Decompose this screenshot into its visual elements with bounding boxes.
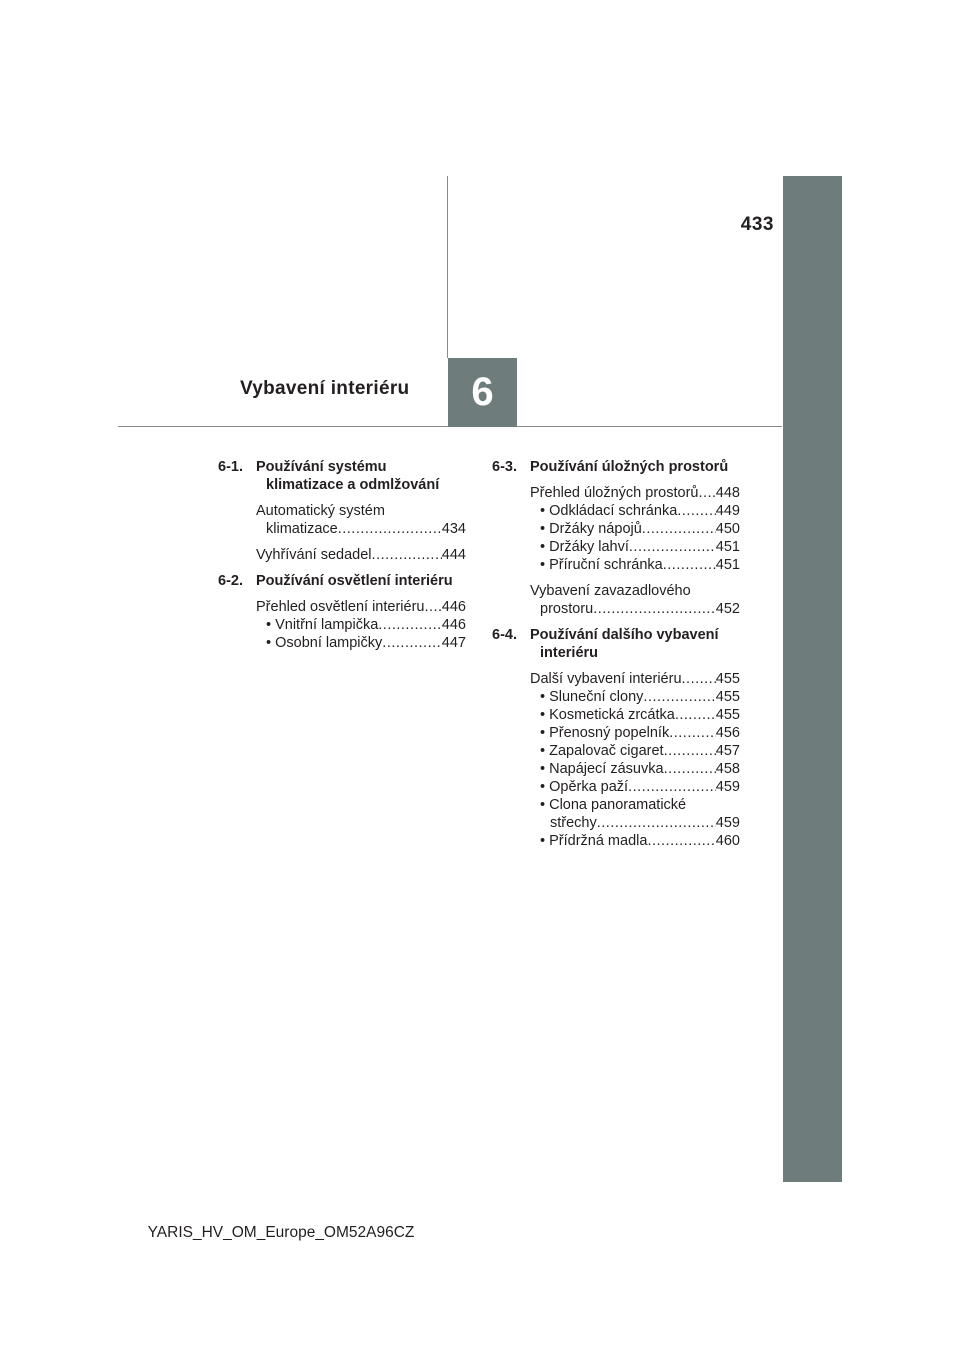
toc-section xyxy=(218,458,466,564)
chapter-number-box: 6 xyxy=(448,358,517,427)
section-number: 6-2. xyxy=(218,573,243,589)
entry-label: • Držáky lahví xyxy=(540,539,629,555)
toc-entry[interactable] xyxy=(540,832,740,850)
dot-leader xyxy=(628,778,716,796)
entry-label: • Napájecí zásuvka xyxy=(540,761,664,777)
entry-label: • Osobní lampičky xyxy=(266,635,383,651)
toc-entry[interactable] xyxy=(530,582,740,618)
entry-page-number: 452 xyxy=(715,601,740,617)
entry-page-number: 444 xyxy=(441,547,466,563)
entry-label: • Sluneční clony xyxy=(540,689,644,705)
entry-label: • Kosmetická zrcátka xyxy=(540,707,675,723)
dot-leader xyxy=(378,616,442,634)
toc-entry[interactable] xyxy=(266,616,466,634)
entry-label: Přehled osvětlení interiéru xyxy=(256,599,425,615)
entry-label: • Zapalovač cigaret xyxy=(540,743,664,759)
entry-page-number: 446 xyxy=(441,599,466,615)
footer xyxy=(0,1224,960,1242)
dot-leader xyxy=(647,832,715,850)
side-tab xyxy=(783,176,842,1182)
entry-page-number: 447 xyxy=(441,635,466,651)
entry-page-number: 459 xyxy=(715,779,740,795)
section-title: Používání dalšího vybavení interiéru xyxy=(530,627,719,661)
toc-entry[interactable] xyxy=(540,706,740,724)
toc-entry[interactable] xyxy=(540,538,740,556)
entry-label: prostoru xyxy=(540,601,594,617)
entry-page-number: 459 xyxy=(715,815,740,831)
entry-page-number: 434 xyxy=(441,521,466,537)
toc-entry[interactable] xyxy=(540,688,740,706)
toc-entry[interactable] xyxy=(540,760,740,778)
entry-label: Další vybavení interiéru xyxy=(530,671,682,687)
entry-label: • Příruční schránka xyxy=(540,557,663,573)
toc-entry[interactable] xyxy=(540,556,740,574)
section-number: 6-1. xyxy=(218,459,243,475)
dot-leader xyxy=(669,724,716,742)
entry-label: Přehled úložných prostorů xyxy=(530,485,699,501)
entry-page-number: 456 xyxy=(715,725,740,741)
toc-entry[interactable] xyxy=(540,520,740,538)
entry-label-first-line: Vybavení zavazadlového xyxy=(530,583,691,599)
toc-entry[interactable] xyxy=(540,778,740,796)
section-number: 6-3. xyxy=(492,459,517,475)
entry-page-number: 455 xyxy=(715,689,740,705)
vertical-divider xyxy=(447,176,448,358)
entry-page-number: 451 xyxy=(715,557,740,573)
entry-page-number: 460 xyxy=(715,833,740,849)
entry-page-number: 455 xyxy=(715,707,740,723)
toc-entry[interactable] xyxy=(540,502,740,520)
section-title: Používání osvětlení interiéru xyxy=(256,573,453,589)
page-number: 433 xyxy=(740,214,774,235)
toc-section xyxy=(492,458,740,618)
entry-label: • Přídržná madla xyxy=(540,833,648,849)
section-title: Používání systému klimatizace a odmlžování xyxy=(256,459,440,493)
dot-leader xyxy=(698,484,715,502)
entry-page-number: 457 xyxy=(715,743,740,759)
dot-leader xyxy=(424,598,441,616)
entry-label: • Držáky nápojů xyxy=(540,521,642,537)
dot-leader xyxy=(597,814,716,832)
entry-label-first-line: Automatický systém xyxy=(256,503,385,519)
toc-entry[interactable] xyxy=(256,598,466,616)
entry-page-number: 455 xyxy=(715,671,740,687)
dot-leader xyxy=(675,706,716,724)
dot-leader xyxy=(643,688,715,706)
entry-page-number: 448 xyxy=(715,485,740,501)
section-heading xyxy=(492,458,740,476)
dot-leader xyxy=(664,760,716,778)
entry-page-number: 458 xyxy=(715,761,740,777)
section-heading xyxy=(218,458,466,494)
footer-code: YARIS_HV_OM_Europe_OM52A96CZ xyxy=(147,1224,415,1241)
toc-left-column xyxy=(218,458,466,660)
entry-page-number: 446 xyxy=(441,617,466,633)
toc-entry[interactable] xyxy=(256,546,466,564)
dot-leader xyxy=(338,520,442,538)
entry-label: • Vnitřní lampička xyxy=(266,617,379,633)
entry-page-number: 451 xyxy=(715,539,740,555)
dot-leader xyxy=(682,670,716,688)
dot-leader xyxy=(663,556,716,574)
section-number: 6-4. xyxy=(492,627,517,643)
section-heading xyxy=(492,626,740,662)
toc-entry[interactable] xyxy=(540,796,740,832)
toc-section xyxy=(492,626,740,850)
dot-leader xyxy=(372,546,442,564)
toc-entry[interactable] xyxy=(530,670,740,688)
entry-page-number: 449 xyxy=(715,503,740,519)
section-heading xyxy=(218,572,466,590)
toc-right-column xyxy=(492,458,740,858)
toc-entry[interactable] xyxy=(540,724,740,742)
dot-leader xyxy=(629,538,716,556)
toc-entry[interactable] xyxy=(266,634,466,652)
dot-leader xyxy=(593,600,716,618)
entry-label: Vyhřívání sedadel xyxy=(256,547,372,563)
entry-label: klimatizace xyxy=(266,521,338,537)
toc-entry[interactable] xyxy=(256,502,466,538)
entry-label: • Přenosný popelník xyxy=(540,725,670,741)
dot-leader xyxy=(382,634,442,652)
entry-label: střechy xyxy=(550,815,597,831)
dot-leader xyxy=(642,520,716,538)
toc-section xyxy=(218,572,466,652)
section-title: Používání úložných prostorů xyxy=(530,459,729,475)
entry-label: • Opěrka paží xyxy=(540,779,629,795)
entry-label: • Odkládací schránka xyxy=(540,503,678,519)
dot-leader xyxy=(677,502,716,520)
dot-leader xyxy=(664,742,716,760)
toc-entry[interactable] xyxy=(540,742,740,760)
chapter-title: Vybavení interiéru xyxy=(240,378,410,399)
entry-page-number: 450 xyxy=(715,521,740,537)
entry-label-first-line: • Clona panoramatické xyxy=(540,797,687,813)
toc-entry[interactable] xyxy=(530,484,740,502)
